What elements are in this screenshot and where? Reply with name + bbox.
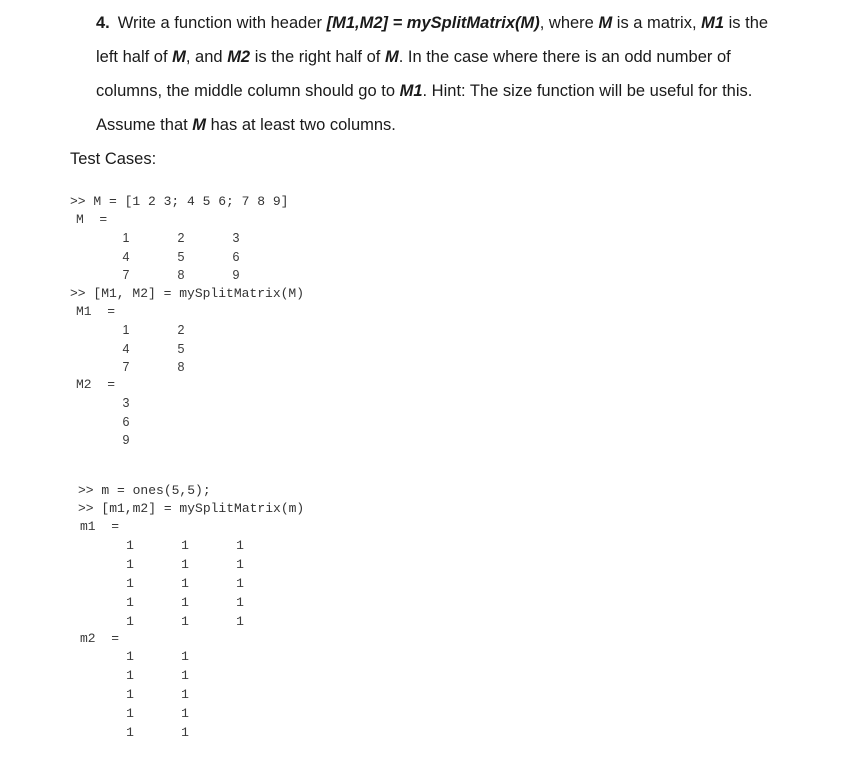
matrix-cell: 4 xyxy=(122,249,130,264)
problem-segment: , where xyxy=(539,14,599,32)
matrix-cell: 3 xyxy=(122,396,130,410)
matrix-cell: 1 xyxy=(181,725,189,740)
matrix-cell: 8 xyxy=(177,268,185,282)
matrix-cell: 9 xyxy=(232,268,240,282)
matrix-cell: 1 xyxy=(181,576,189,591)
matrix-cell: 8 xyxy=(177,360,185,374)
matrix-cell: 2 xyxy=(177,323,185,337)
example1-var-m: M = xyxy=(76,212,108,227)
matrix-cell: 1 xyxy=(236,614,244,629)
example2-command-1: >> m = ones(5,5); xyxy=(78,483,211,498)
matrix-cell: 7 xyxy=(122,268,130,282)
matrix-cell: 1 xyxy=(236,576,244,591)
matrix-cell: 1 xyxy=(122,323,130,337)
problem-segment: M2 xyxy=(227,48,251,66)
matrix-cell: 1 xyxy=(236,595,244,610)
problem-segment: M xyxy=(384,48,399,66)
matrix-cell: 1 xyxy=(126,668,134,683)
matrix-cell: 4 xyxy=(122,341,130,356)
problem-segment: is the right half of xyxy=(250,48,385,66)
problem-segment: , and xyxy=(185,48,228,66)
matrix-cell: 1 xyxy=(236,538,244,553)
matrix-cell: 1 xyxy=(126,614,134,629)
problem-segment: M xyxy=(192,116,207,134)
problem-text xyxy=(70,6,790,176)
problem-segment: M1 xyxy=(399,82,423,100)
matrix-cell: 5 xyxy=(177,249,185,264)
matrix-cell: 1 xyxy=(181,687,189,702)
example1-command-2: >> [M1, M2] = mySplitMatrix(M) xyxy=(70,286,305,301)
problem-segments xyxy=(96,14,768,134)
problem-segment: M xyxy=(172,48,186,66)
matrix-cell: 7 xyxy=(122,360,130,374)
example2-command-2: >> [m1,m2] = mySplitMatrix(m) xyxy=(78,501,305,516)
matrix-cell: 9 xyxy=(122,433,130,447)
matrix-cell: 3 xyxy=(232,231,240,245)
matrix-cell: 1 xyxy=(181,649,189,664)
matrix-cell: 1 xyxy=(126,576,134,591)
matrix-cell: 1 xyxy=(236,557,244,572)
problem-segment: Write a function with header xyxy=(117,14,327,32)
example2-var-m2: m2 = xyxy=(80,631,120,646)
test-cases-label: Test Cases: xyxy=(70,150,157,168)
problem-segment: . In the case where there is an odd number of columns, the middle column should go to xyxy=(96,48,731,100)
problem-segment: [M1,M2] = mySplitMatrix(M) xyxy=(326,14,540,32)
matrix-cell: 1 xyxy=(126,725,134,740)
matrix-cell: 1 xyxy=(122,231,130,245)
matrix-cell: 6 xyxy=(232,249,240,264)
problem-statement xyxy=(70,6,790,142)
matrix-cell: 1 xyxy=(126,687,134,702)
matrix-cell: 1 xyxy=(181,538,189,553)
matrix-cell: 1 xyxy=(126,595,134,610)
problem-segment: M xyxy=(598,14,613,32)
matrix-cell: 6 xyxy=(122,414,130,429)
problem-segment: has at least two columns. xyxy=(206,116,396,134)
example1-var-m1: M1 = xyxy=(76,304,116,319)
problem-segment: . Hint: The size function will be useful for this. Assume that xyxy=(96,82,753,134)
matrix-cell: 1 xyxy=(126,706,134,721)
matrix-cell: 1 xyxy=(181,668,189,683)
matrix-cell: 1 xyxy=(181,706,189,721)
matrix-cell: 1 xyxy=(181,595,189,610)
matrix-cell: 2 xyxy=(177,231,185,245)
problem-segment: is the left half of xyxy=(96,14,769,66)
problem-segment: M1 xyxy=(701,14,725,32)
matrix-cell: 5 xyxy=(177,341,185,356)
example1-var-m2: M2 = xyxy=(76,377,116,392)
matrix-cell: 1 xyxy=(126,557,134,572)
problem-number: 4. xyxy=(96,14,110,32)
matrix-cell: 1 xyxy=(181,614,189,629)
example2-var-m1: m1 = xyxy=(80,519,120,534)
matrix-cell: 1 xyxy=(126,649,134,664)
example1-command-1: >> M = [1 2 3; 4 5 6; 7 8 9] xyxy=(70,194,289,209)
matrix-cell: 1 xyxy=(181,557,189,572)
matrix-cell: 1 xyxy=(126,538,134,553)
problem-segment: is a matrix, xyxy=(612,14,702,32)
